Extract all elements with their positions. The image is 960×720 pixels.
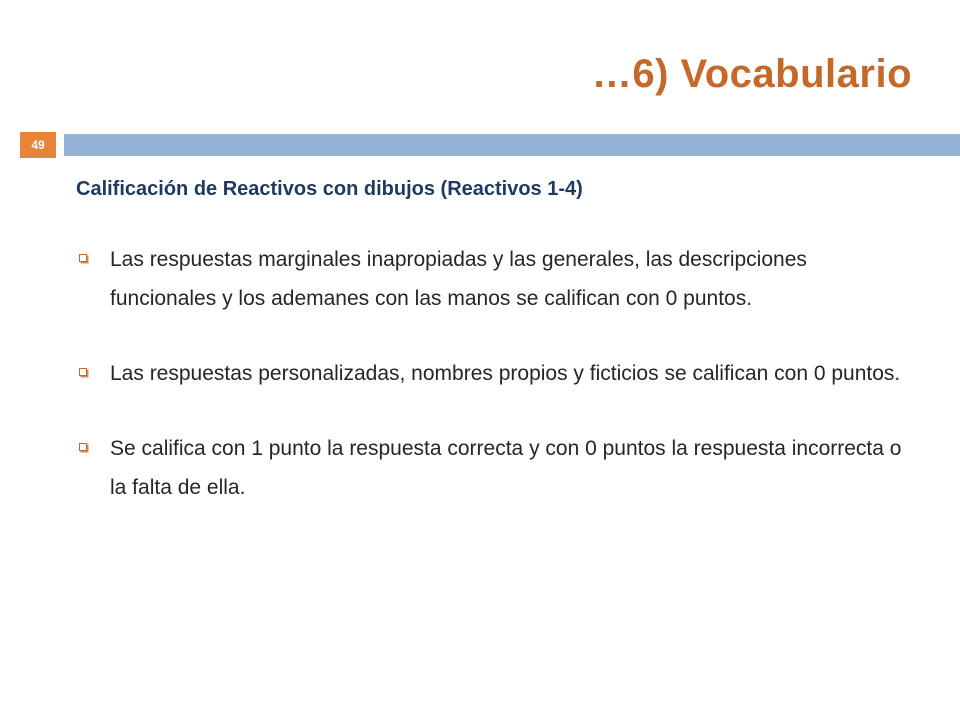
header-bar xyxy=(64,134,960,156)
slide-title: …6) Vocabulario xyxy=(591,52,912,96)
hollow-square-bullet-icon xyxy=(79,254,87,262)
bullet-text: Las respuestas marginales inapropiadas y las generales, las descripciones funcionales y los ademanes con las manos se califican con 0 puntos. xyxy=(110,248,807,310)
content-heading: Calificación de Reactivos con dibujos (Reactivos 1-4) xyxy=(76,178,583,200)
slide-content xyxy=(76,176,906,543)
bullet-list xyxy=(76,240,906,507)
hollow-square-bullet-icon xyxy=(79,443,87,451)
bullet-text: Se califica con 1 punto la respuesta correcta y con 0 puntos la respuesta incorrecta o la falta de ella. xyxy=(110,437,902,499)
bullet-item xyxy=(76,429,906,507)
bullet-text: Las respuestas personalizadas, nombres propios y ficticios se califican con 0 puntos. xyxy=(110,362,901,385)
bullet-item xyxy=(76,240,906,318)
hollow-square-bullet-icon xyxy=(79,368,87,376)
slide-number-badge xyxy=(20,132,56,158)
slide-number: 49 xyxy=(31,138,45,152)
bullet-item xyxy=(76,354,906,393)
